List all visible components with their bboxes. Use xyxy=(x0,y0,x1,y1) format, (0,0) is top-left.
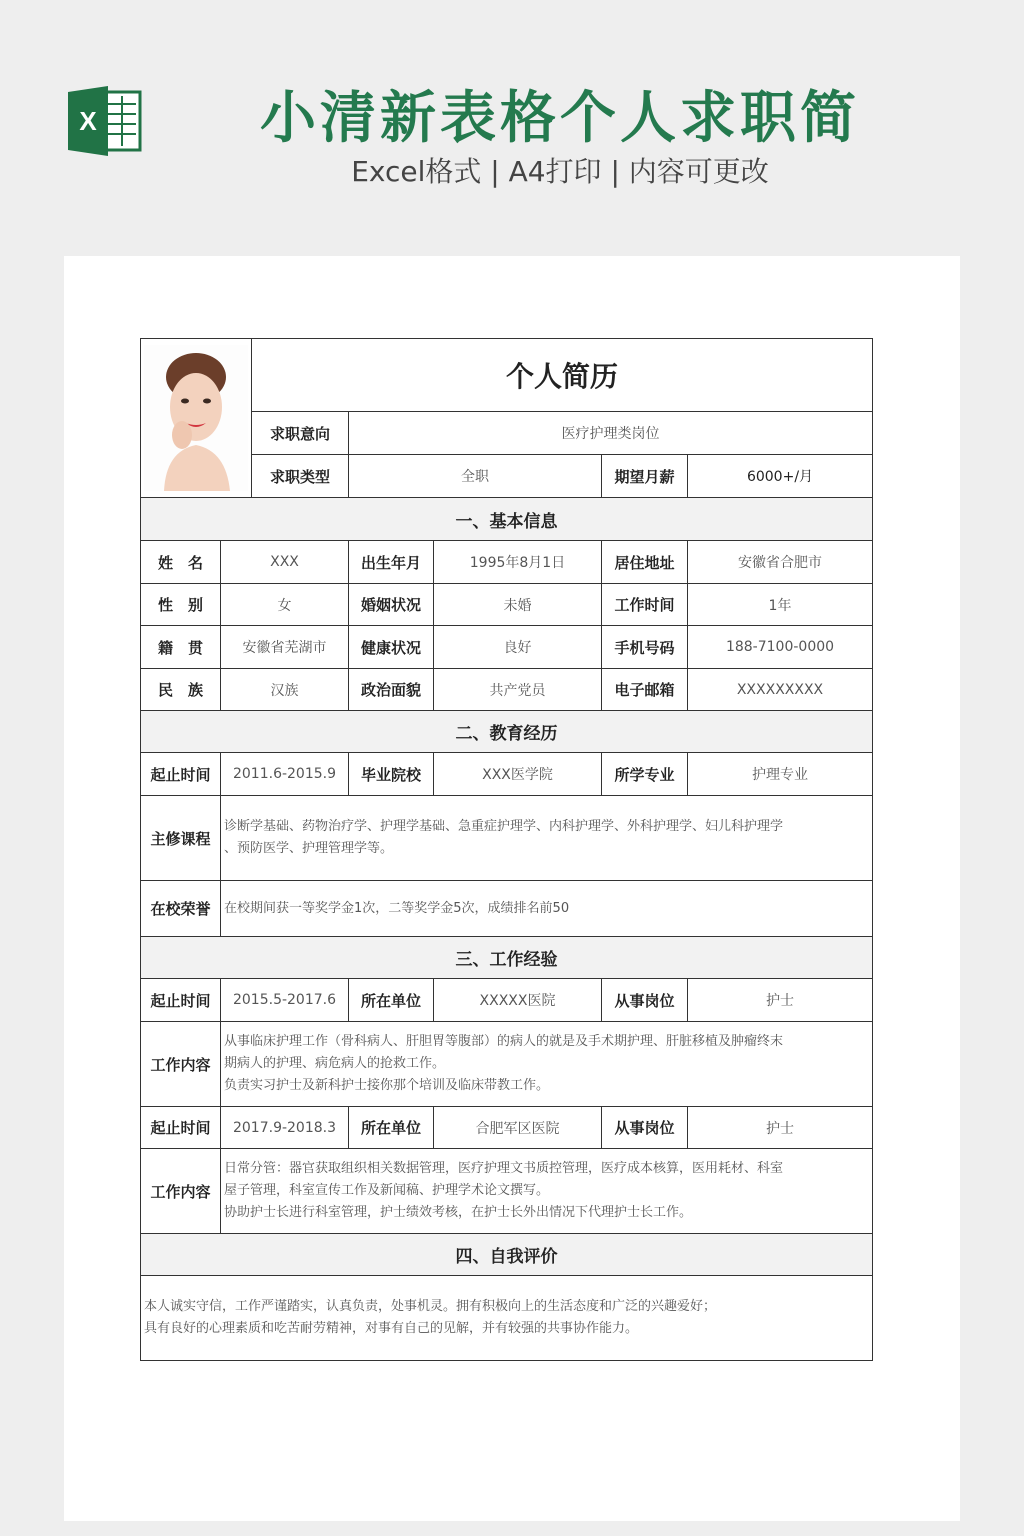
job1-unit-label: 所在单位 xyxy=(348,978,434,1022)
phone-label: 手机号码 xyxy=(601,625,688,669)
work-years-label: 工作时间 xyxy=(601,583,688,626)
section-work: 三、工作经验 xyxy=(140,936,873,979)
job1-line-3: 负责实习护士及新科护士接你那个培训及临床带教工作。 xyxy=(224,1078,550,1093)
marital-value: 未婚 xyxy=(433,583,602,626)
job2-content-value xyxy=(220,1148,873,1234)
edu-period-value: 2011.6-2015.9 xyxy=(220,752,349,796)
job1-period-label: 起止时间 xyxy=(140,978,221,1022)
health-label: 健康状况 xyxy=(348,625,434,669)
job-type-label: 求职类型 xyxy=(251,454,349,498)
salary-label: 期望月薪 xyxy=(601,454,688,498)
gender-value: 女 xyxy=(220,583,349,626)
email-label: 电子邮箱 xyxy=(601,668,688,711)
section-self-eval: 四、自我评价 xyxy=(140,1233,873,1276)
job2-line-3: 协助护士长进行科室管理，护士绩效考核，在护士长外出情况下代理护士长工作。 xyxy=(224,1205,693,1220)
self-eval-line-1: 本人诚实守信，工作严谨踏实，认真负责，处事机灵。拥有积极向上的生活态度和广泛的兴趣爱好； xyxy=(144,1299,717,1314)
courses-line-2: 、预防医学、护理管理学等。 xyxy=(224,841,394,856)
svg-text:X: X xyxy=(79,106,97,136)
gender-label: 性 别 xyxy=(140,583,221,626)
job2-unit-label: 所在单位 xyxy=(348,1106,434,1149)
honors-value: 在校期间获一等奖学金1次，二等奖学金5次，成绩排名前50 xyxy=(220,880,873,937)
job2-line-2: 屋子管理，科室宣传工作及新闻稿、护理学术论文撰写。 xyxy=(224,1183,550,1198)
job2-post-value: 护士 xyxy=(687,1106,873,1149)
excel-icon xyxy=(68,86,142,156)
job2-content-label: 工作内容 xyxy=(140,1148,221,1234)
photo-cell xyxy=(140,338,252,498)
honors-label: 在校荣誉 xyxy=(140,880,221,937)
work-years-value: 1年 xyxy=(687,583,873,626)
school-label: 毕业院校 xyxy=(348,752,434,796)
courses-value xyxy=(220,795,873,881)
section-basic-info: 一、基本信息 xyxy=(140,497,873,541)
address-label: 居住地址 xyxy=(601,540,688,584)
page-subtitle: Excel格式 | A4打印 | 内容可更改 xyxy=(351,155,769,188)
job1-period-value: 2015.5-2017.6 xyxy=(220,978,349,1022)
job1-unit-value: XXXXX医院 xyxy=(433,978,602,1022)
job1-content-label: 工作内容 xyxy=(140,1021,221,1107)
birth-value: 1995年8月1日 xyxy=(433,540,602,584)
native-value: 安徽省芜湖市 xyxy=(220,625,349,669)
job1-content-value xyxy=(220,1021,873,1107)
name-value: XXX xyxy=(220,540,349,584)
job2-period-value: 2017.9-2018.3 xyxy=(220,1106,349,1149)
job1-post-value: 护士 xyxy=(687,978,873,1022)
edu-period-label: 起止时间 xyxy=(140,752,221,796)
job1-line-1: 从事临床护理工作（骨科病人、肝胆胃等腹部）的病人的就是及手术期护理、肝脏移植及肿瘤终末 xyxy=(224,1034,784,1049)
phone-value: 188-7100-0000 xyxy=(687,625,873,669)
job2-line-1: 日常分管：器官获取组织相关数据管理，医疗护理文书质控管理，医疗成本核算，医用耗材、科室 xyxy=(224,1161,784,1176)
political-value: 共产党员 xyxy=(433,668,602,711)
marital-label: 婚姻状况 xyxy=(348,583,434,626)
major-label: 所学专业 xyxy=(601,752,688,796)
major-value: 护理专业 xyxy=(687,752,873,796)
email-value: XXXXXXXXX xyxy=(687,668,873,711)
salary-value: 6000+/月 xyxy=(687,454,873,498)
name-label: 姓 名 xyxy=(140,540,221,584)
job-intention-label: 求职意向 xyxy=(251,411,349,455)
section-education: 二、教育经历 xyxy=(140,710,873,753)
address-value: 安徽省合肥市 xyxy=(687,540,873,584)
page-title: 小清新表格个人求职简 xyxy=(260,86,860,151)
self-eval-value xyxy=(140,1275,873,1361)
political-label: 政治面貌 xyxy=(348,668,434,711)
courses-line-1: 诊断学基础、药物治疗学、护理学基础、急重症护理学、内科护理学、外科护理学、妇儿科护理学 xyxy=(224,819,784,834)
resume-sheet xyxy=(140,338,873,1361)
health-value: 良好 xyxy=(433,625,602,669)
birth-label: 出生年月 xyxy=(348,540,434,584)
job2-unit-value: 合肥军区医院 xyxy=(433,1106,602,1149)
school-value: XXX医学院 xyxy=(433,752,602,796)
avatar xyxy=(144,345,248,491)
job2-period-label: 起止时间 xyxy=(140,1106,221,1149)
job-type-value: 全职 xyxy=(348,454,602,498)
courses-label: 主修课程 xyxy=(140,795,221,881)
resume-title: 个人简历 xyxy=(251,338,873,412)
job1-post-label: 从事岗位 xyxy=(601,978,688,1022)
job2-post-label: 从事岗位 xyxy=(601,1106,688,1149)
native-label: 籍 贯 xyxy=(140,625,221,669)
job1-line-2: 期病人的护理、病危病人的抢救工作。 xyxy=(224,1056,446,1071)
job-intention-value: 医疗护理类岗位 xyxy=(348,411,873,455)
self-eval-line-2: 具有良好的心理素质和吃苦耐劳精神，对事有自己的见解，并有较强的共事协作能力。 xyxy=(144,1321,639,1336)
ethnic-value: 汉族 xyxy=(220,668,349,711)
ethnic-label: 民 族 xyxy=(140,668,221,711)
